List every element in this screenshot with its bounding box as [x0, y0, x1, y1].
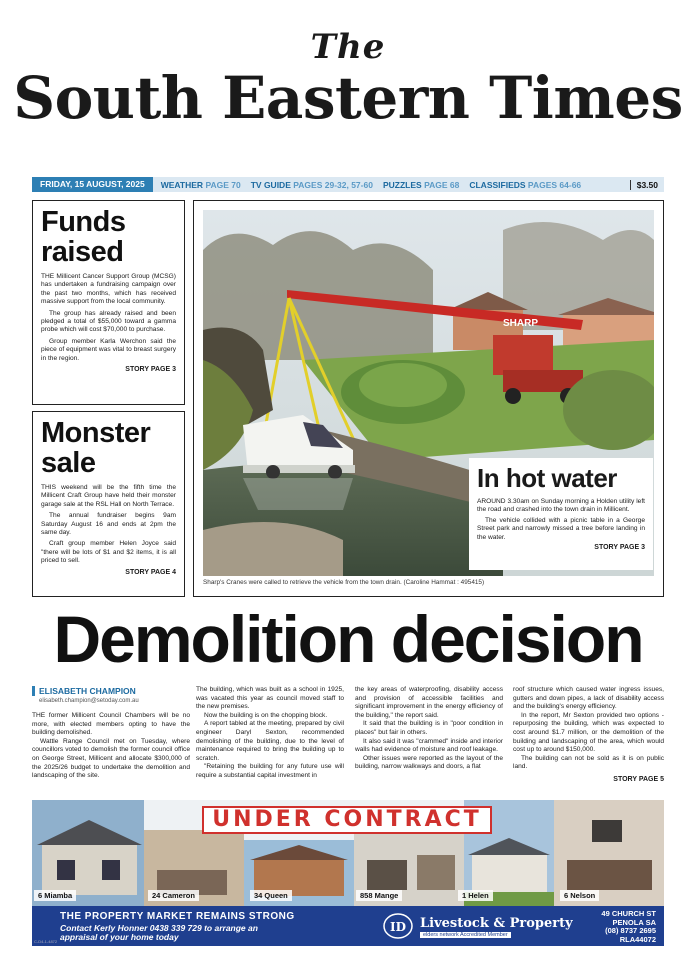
article-paragraph: the key areas of waterproofing, disability access and provision of accessible facilities and significant improvement in the energy efficiency of the building," the report said.: [355, 686, 503, 719]
story-paragraph: THIS weekend will be the fifth time the Millicent Craft Group have held their monster garage sale at the RSL Hall on North Terrace.: [41, 484, 176, 508]
article-paragraph: The building can not be sold as it is on public land.: [513, 754, 664, 771]
story-paragraph: The vehicle collided with a picnic table in a George Street park and narrowly missed a tree before landing in the water.: [477, 516, 645, 541]
article-paragraph: It said that the building is in "poor condition in places" but fair in others.: [355, 720, 503, 736]
story-title-line: Monster: [41, 417, 151, 449]
address-line: (08) 8737 2695: [605, 926, 656, 935]
crane-photo[interactable]: [203, 210, 654, 576]
story-paragraph: The annual fundraiser begins 9am Saturday August 16 and ends at 2pm the same day.: [41, 512, 176, 537]
masthead: [0, 27, 696, 132]
masthead-title: South Eastern Times: [13, 64, 683, 132]
index-label: TV GUIDE: [250, 179, 291, 190]
story-page-link[interactable]: STORY PAGE 3: [594, 544, 645, 552]
story-title-line: Funds: [41, 206, 126, 238]
info-bar: [32, 177, 664, 192]
agency-brand: [382, 912, 582, 940]
story-paragraph: The group has already raised and been pledged a total of $55,000 toward a gamma probe which will cost $70,000 to purchase.: [41, 309, 176, 334]
article-paragraph: A report tabled at the meeting, prepared by civil engineer Daryl Sexton, recommended demolishing of the building, due to the level of maintenance required to bring the building up to scratch.: [196, 720, 344, 762]
story-title: [41, 418, 176, 478]
article-paragraph: In the report, Mr Sexton provided two options - repurposing the building, which was expected to cost around $1.7 million, or the demolition of the building and landscaping of the area, which would cost up to around $150,000.: [513, 711, 664, 754]
byline: [32, 686, 192, 704]
story-monster-sale[interactable]: [32, 411, 185, 597]
agency-network: elders network Accredited Member: [420, 932, 511, 938]
index-label: PUZZLES: [382, 179, 422, 190]
story-page-link[interactable]: STORY PAGE 4: [125, 568, 176, 576]
index-tv-guide[interactable]: [251, 180, 373, 190]
feature-photo-box: [193, 200, 664, 597]
story-page-link[interactable]: STORY PAGE 3: [125, 366, 176, 374]
story-paragraph: Craft group member Helen Joyce said "there will be lots of $1 and $2 items, it is all priced to sell.: [41, 540, 176, 565]
property-label: 858 Mange: [356, 890, 402, 901]
article-paragraph: "Retaining the building for any future use will require a substantial capital investment in: [196, 763, 344, 779]
ad-footer: [32, 906, 664, 946]
address-line: RLA44072: [619, 934, 656, 944]
story-page-link[interactable]: STORY PAGE 5: [613, 775, 664, 783]
property-label: 24 Cameron: [148, 890, 199, 901]
agency-address: [601, 910, 656, 944]
ad-tagline: THE PROPERTY MARKET REMAINS STRONG: [60, 911, 295, 922]
article-paragraph: It also said it was "crammed" inside and interior walls had evidence of moisture and roof leakage.: [355, 737, 503, 754]
ad-contact: [60, 924, 258, 942]
index-weather[interactable]: [161, 180, 241, 190]
story-title: In hot water: [477, 463, 617, 493]
index-page: PAGES 29-32, 57-60: [293, 179, 373, 190]
story-in-hot-water[interactable]: [469, 458, 653, 570]
article-paragraph: THE former Millicent Council Chambers will be no more, with elected members opting to have the building demolished.: [32, 712, 190, 737]
address-line: PENOLA SA: [612, 917, 656, 927]
article-column-2: [196, 686, 344, 781]
index-label: WEATHER: [160, 179, 204, 190]
article-paragraph: The building, which was built as a school in 1925, was vacated this year as council moved staff to the new premises.: [196, 686, 344, 711]
real-estate-ad[interactable]: [32, 800, 664, 946]
address-line: 49 CHURCH ST: [601, 909, 656, 918]
index-page: PAGE 68: [424, 179, 460, 190]
crane-sign: SHARP: [503, 318, 539, 329]
property-label: 34 Queen: [250, 890, 292, 901]
under-contract-banner: UNDER CONTRACT: [202, 806, 492, 834]
article-paragraph: Now the building is on the chopping block.: [204, 711, 328, 719]
story-title-line: raised: [41, 236, 124, 268]
story-funds-raised[interactable]: [32, 200, 185, 405]
ad-code: C-D4-1-4872: [34, 939, 58, 944]
story-paragraph: Group member Karla Werchon said the piece of equipment was vital to breast surgery in the region.: [41, 337, 176, 362]
photo-caption: Sharp's Cranes were called to retrieve the vehicle from the town drain. (Caroline Hammat : 495415): [203, 579, 485, 586]
index-label: CLASSIFIEDS: [469, 179, 526, 190]
property-label: 6 Miamba: [34, 890, 76, 901]
article-paragraph: Other issues were reported as the layout of the building, narrow walkways and doors, a flat: [355, 754, 503, 771]
cover-price: $3.50: [630, 180, 658, 190]
property-labels: [32, 890, 664, 904]
ad-contact-line: Contact Kerly Honner 0438 339 729 to arrange an: [60, 923, 258, 933]
svg-text:ID: ID: [390, 920, 407, 934]
story-title: [41, 207, 176, 267]
property-label: 1 Helen: [458, 890, 493, 901]
article-paragraph: Wattle Range Council met on Tuesday, where councillors voted to demolish the former council office on George Street, Millicent and allocate $300,000 of the 2025/26 budget to undertake the demolition and landscaping of the site.: [32, 737, 190, 780]
index-page: PAGE 70: [205, 179, 241, 190]
article-column-4: [513, 686, 664, 785]
article-paragraph: roof structure which caused water ingress issues, gutters and down pipes, a lack of disability access and the building's energy efficiency.: [513, 686, 664, 711]
story-paragraph: AROUND 3.30am on Sunday morning a Holden utility left the road and crashed into the town drain in Millicent.: [477, 498, 645, 514]
author-email[interactable]: elisabeth.champion@setoday.com.au: [39, 698, 139, 704]
index-puzzles[interactable]: [383, 180, 459, 190]
agency-logo-icon: [382, 912, 414, 940]
ad-contact-line: appraisal of your home today: [60, 932, 179, 942]
article-column-1: [32, 712, 190, 781]
masthead-the: The: [310, 27, 386, 67]
article-column-3: [355, 686, 503, 772]
index-page: PAGES 64-66: [527, 179, 582, 190]
issue-date: FRIDAY, 15 AUGUST, 2025: [32, 177, 153, 192]
property-label: 6 Nelson: [560, 890, 599, 901]
story-title-line: sale: [41, 447, 96, 479]
index-classifieds[interactable]: [469, 180, 581, 190]
story-paragraph: THE Millicent Cancer Support Group (MCSG) has undertaken a fundraising campaign over the past two months, which has received massive support from the local community.: [41, 273, 176, 306]
lead-headline[interactable]: Demolition decision: [53, 602, 643, 676]
author-name: ELISABETH CHAMPION: [32, 686, 192, 696]
agency-name: Livestock & Property: [420, 916, 573, 931]
